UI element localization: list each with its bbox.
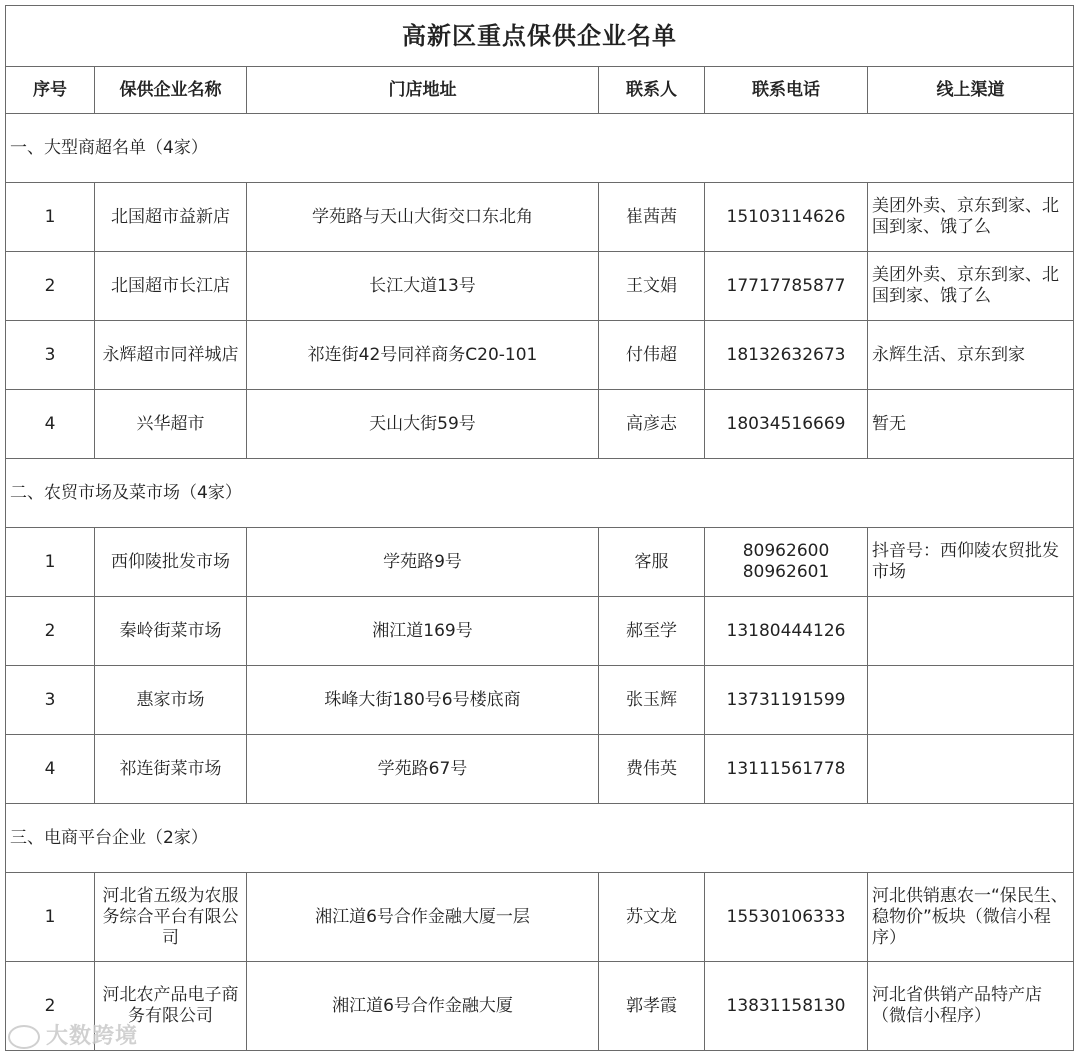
row-contact: 客服 <box>599 528 705 597</box>
row-no: 2 <box>6 597 95 666</box>
row-contact: 高彦志 <box>599 390 705 459</box>
row-phone: 13180444126 <box>705 597 868 666</box>
row-no: 4 <box>6 390 95 459</box>
row-contact: 付伟超 <box>599 321 705 390</box>
row-online-channel: 河北供销惠农一“保民生、稳物价”板块（微信小程序） <box>868 873 1074 962</box>
row-no: 2 <box>6 962 95 1051</box>
row-no: 3 <box>6 321 95 390</box>
table-row <box>6 321 1074 390</box>
row-phone: 80962600 80962601 <box>705 528 868 597</box>
row-store-address: 湘江道6号合作金融大厦一层 <box>247 873 599 962</box>
row-store-address: 湘江道169号 <box>247 597 599 666</box>
row-online-channel: 永辉生活、京东到家 <box>868 321 1074 390</box>
row-phone: 18132632673 <box>705 321 868 390</box>
row-no: 1 <box>6 873 95 962</box>
supplier-table <box>5 5 1074 1051</box>
table-row <box>6 252 1074 321</box>
section-row <box>6 804 1074 873</box>
row-company-name: 永辉超市同祥城店 <box>95 321 247 390</box>
header-row <box>6 67 1074 114</box>
row-phone: 13831158130 <box>705 962 868 1051</box>
row-contact: 苏文龙 <box>599 873 705 962</box>
table-row <box>6 735 1074 804</box>
row-company-name: 兴华超市 <box>95 390 247 459</box>
section-label: 一、大型商超名单（4家） <box>6 114 1074 183</box>
row-contact: 王文娟 <box>599 252 705 321</box>
watermark <box>8 1019 138 1050</box>
header-contact: 联系人 <box>599 67 705 114</box>
row-company-name: 西仰陵批发市场 <box>95 528 247 597</box>
row-store-address: 祁连街42号同祥商务C20-101 <box>247 321 599 390</box>
row-company-name: 河北省五级为农服务综合平台有限公司 <box>95 873 247 962</box>
row-company-name: 北国超市益新店 <box>95 183 247 252</box>
row-store-address: 学苑路67号 <box>247 735 599 804</box>
row-no: 4 <box>6 735 95 804</box>
header-online-channel: 线上渠道 <box>868 67 1074 114</box>
row-online-channel: 美团外卖、京东到家、北国到家、饿了么 <box>868 183 1074 252</box>
row-no: 3 <box>6 666 95 735</box>
table-row <box>6 597 1074 666</box>
section-label: 三、电商平台企业（2家） <box>6 804 1074 873</box>
row-no: 1 <box>6 183 95 252</box>
row-store-address: 天山大街59号 <box>247 390 599 459</box>
row-contact: 崔茜茜 <box>599 183 705 252</box>
section-row <box>6 114 1074 183</box>
row-phone: 17717785877 <box>705 252 868 321</box>
watermark-text: 大数跨境 <box>46 1024 139 1049</box>
row-contact: 张玉辉 <box>599 666 705 735</box>
row-phone: 18034516669 <box>705 390 868 459</box>
section-row <box>6 459 1074 528</box>
row-contact: 郝至学 <box>599 597 705 666</box>
table-title: 高新区重点保供企业名单 <box>6 6 1074 67</box>
table-row <box>6 873 1074 962</box>
row-phone: 15530106333 <box>705 873 868 962</box>
row-company-name: 北国超市长江店 <box>95 252 247 321</box>
row-online-channel <box>868 597 1074 666</box>
row-contact: 费伟英 <box>599 735 705 804</box>
row-company-name: 秦岭街菜市场 <box>95 597 247 666</box>
row-store-address: 珠峰大街180号6号楼底商 <box>247 666 599 735</box>
row-online-channel <box>868 666 1074 735</box>
header-store-address: 门店地址 <box>247 67 599 114</box>
row-phone: 13731191599 <box>705 666 868 735</box>
row-company-name: 惠家市场 <box>95 666 247 735</box>
row-store-address: 学苑路与天山大街交口东北角 <box>247 183 599 252</box>
header-phone: 联系电话 <box>705 67 868 114</box>
row-phone: 15103114626 <box>705 183 868 252</box>
row-store-address: 学苑路9号 <box>247 528 599 597</box>
row-online-channel: 暂无 <box>868 390 1074 459</box>
header-company-name: 保供企业名称 <box>95 67 247 114</box>
section-label: 二、农贸市场及菜市场（4家） <box>6 459 1074 528</box>
table-row <box>6 666 1074 735</box>
row-phone: 13111561778 <box>705 735 868 804</box>
header-no: 序号 <box>6 67 95 114</box>
row-contact: 郭孝霞 <box>599 962 705 1051</box>
row-online-channel: 美团外卖、京东到家、北国到家、饿了么 <box>868 252 1074 321</box>
row-online-channel <box>868 735 1074 804</box>
row-online-channel: 河北省供销产品特产店（微信小程序） <box>868 962 1074 1051</box>
row-no: 2 <box>6 252 95 321</box>
row-online-channel: 抖音号：西仰陵农贸批发市场 <box>868 528 1074 597</box>
row-company-name: 河北农产品电子商务有限公司 <box>95 962 247 1051</box>
watermark-logo-icon <box>8 1025 40 1049</box>
table-row <box>6 962 1074 1051</box>
row-no: 1 <box>6 528 95 597</box>
table-row <box>6 528 1074 597</box>
table-row <box>6 183 1074 252</box>
row-company-name: 祁连街菜市场 <box>95 735 247 804</box>
table-row <box>6 390 1074 459</box>
row-store-address: 长江大道13号 <box>247 252 599 321</box>
row-store-address: 湘江道6号合作金融大厦 <box>247 962 599 1051</box>
